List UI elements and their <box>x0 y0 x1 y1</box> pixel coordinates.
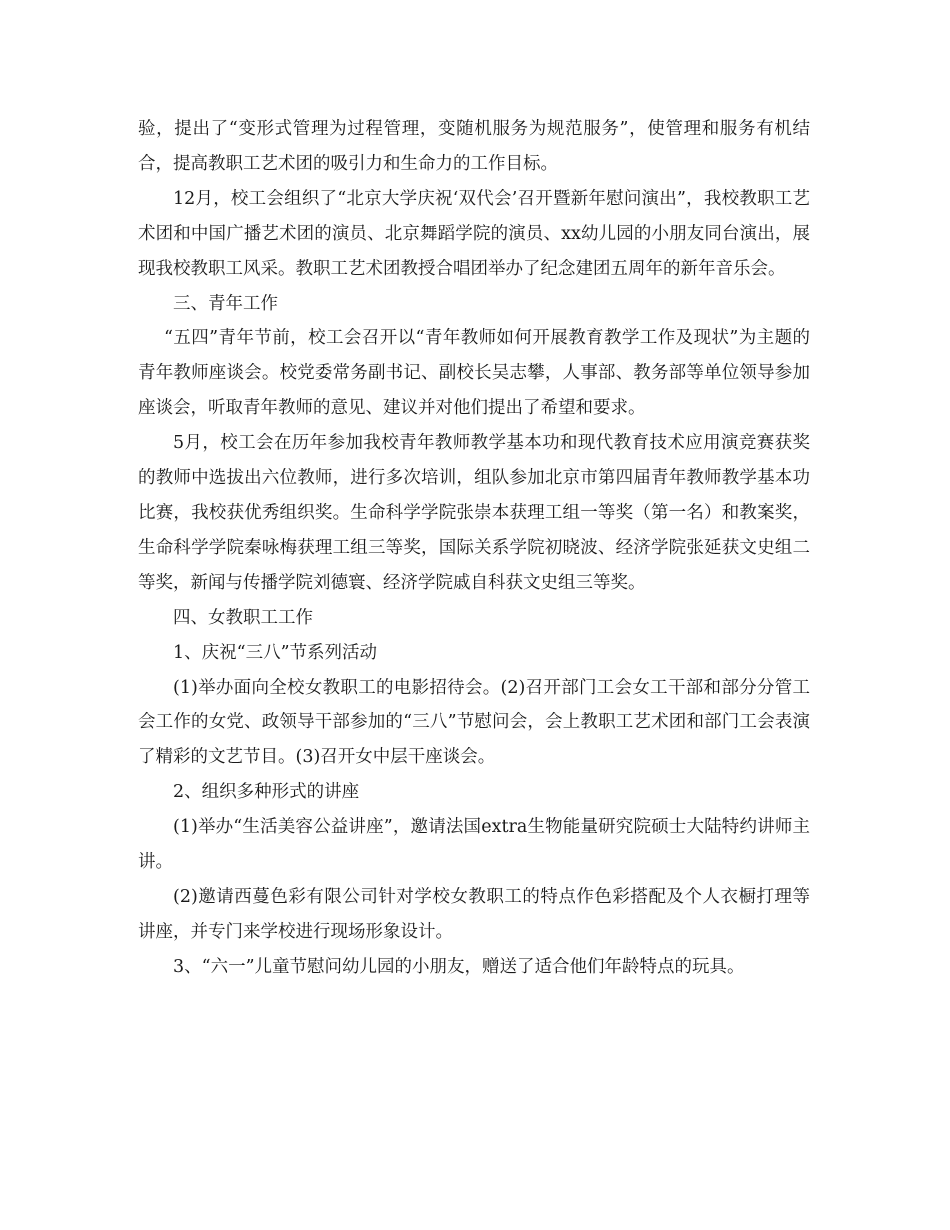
paragraph-color-lecture: (2)邀请西蔓色彩有限公司针对学校女教职工的特点作色彩搭配及个人衣橱打理等讲座，并专门来学校进行现场形象设计。 <box>138 886 810 942</box>
subheading-lectures: 2、组织多种形式的讲座 <box>173 782 360 803</box>
subheading-march-eighth-activities: 1、庆祝“三八”节系列活动 <box>173 642 378 663</box>
section-heading-youth-work: 三、青年工作 <box>173 293 278 314</box>
paragraph-work-goal-continued: 验，提出了“变形式管理为过程管理，变随机服务为规范服务”，使管理和服务有机结合，提高教职工艺术团的吸引力和生命力的工作目标。 <box>138 119 810 174</box>
paragraph-march-eighth-details: (1)举办面向全校女教职工的电影招待会。(2)召开部门工会女工干部和部分分管工会工作的女党、政领导干部参加的“三八”节慰问会，会上教职工艺术团和部门工会表演了精彩的文艺节目。(3)召开女中层干座谈会。 <box>138 677 810 768</box>
paragraph-may-teaching-competition: 5月，校工会在历年参加我校青年教师教学基本功和现代教育技术应用演竞赛获奖的教师中选拔出六位教师，进行多次培训，组队参加北京市第四届青年教师教学基本功比赛，我校获优秀组织奖。生命科学学院张崇本获理工组一等奖（第一名）和教案奖，生命科学学院秦咏梅获理工组三等奖，国际关系学院初晓波、经济学院张延获文史组二等奖，新闻与传播学院刘德寰、经济学院戚自科获文史组三等奖。 <box>138 433 810 593</box>
paragraph-may-fourth-forum: “五四”青年节前，校工会召开以“青年教师如何开展教育教学工作及现状”为主题的青年教师座谈会。校党委常务副书记、副校长吴志攀，人事部、教务部等单位领导参加座谈会，听取青年教师的意见、建议并对他们提出了希望和要求。 <box>138 328 810 419</box>
paragraph-childrens-day: 3、“六一”儿童节慰问幼儿园的小朋友，赠送了适合他们年龄特点的玩具。 <box>173 956 745 977</box>
paragraph-december-performance: 12月，校工会组织了“北京大学庆祝‘双代会’召开暨新年慰问演出”，我校教职工艺术团和中国广播艺术团的演员、北京舞蹈学院的演员、xx幼儿园的小朋友同台演出，展现我校教职工风采。教职工艺术团教授合唱团举办了纪念建团五周年的新年音乐会。 <box>138 188 810 279</box>
paragraph-beauty-lecture: (1)举办“生活美容公益讲座”，邀请法国extra生物能量研究院硕士大陆特约讲师主讲。 <box>138 817 810 873</box>
document-body <box>138 112 810 985</box>
section-heading-women-staff-work: 四、女教职工工作 <box>173 607 313 628</box>
